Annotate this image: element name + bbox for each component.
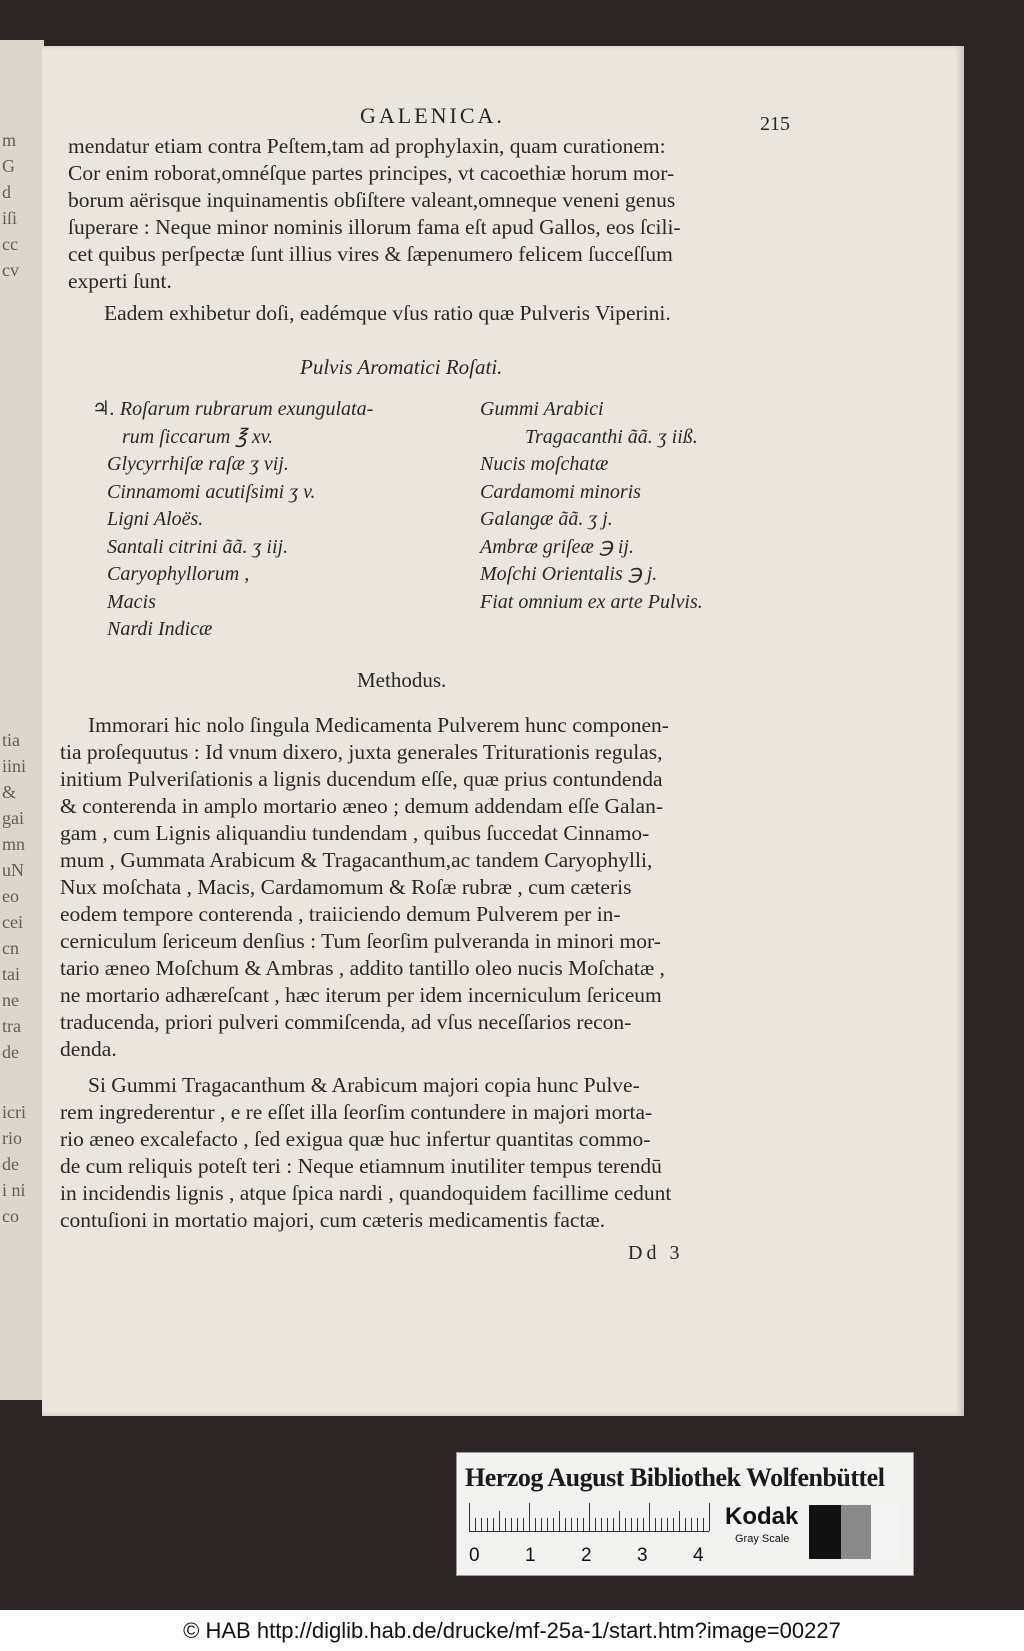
previous-page-fragment: tia: [2, 730, 20, 750]
ruler-tick: [553, 1518, 554, 1531]
ruler-tick: [667, 1518, 668, 1531]
ruler-tick: [661, 1518, 662, 1531]
recipe-right-column: Gummi Arabici Tragacanthi ãã. ʒ iiß. Nucis moſchatæ Cardamomi minoris Galangæ ãã. ʒ j. Ambræ griſeæ ℈ ij. Moſchi Orientalis ℈ j. Fiat omnium ex arte Pulvis.: [480, 398, 703, 613]
ruler-tick: [511, 1518, 512, 1531]
paragraph-1: mendatur etiam contra Peſtem,tam ad prophylaxin, quam curationem: Cor enim roborat,omnéſque partes principes, vt cacoethiæ horum mor- borum aërisque inquinamentis obſiſtere valeant,omneque veneni genus ſuperare : Neque minor nominis illorum fama eſt apud Gallos, eos ſcili- cet quibus perſpectæ ſunt illius vires & ſæpenumero felicem ſucceſſum experti ſunt.: [68, 134, 681, 293]
paragraph-2: Eadem exhibetur doſi, eadémque vſus ratio quæ Pulveris Viperini.: [104, 301, 671, 325]
library-label: [456, 1452, 914, 1576]
ruler-tick: [637, 1518, 638, 1531]
footer-bar: [0, 1610, 1024, 1651]
ruler: [469, 1503, 709, 1532]
ruler-tick: [469, 1503, 470, 1531]
kodak-logo: Kodak: [725, 1503, 799, 1530]
ruler-tick: [481, 1518, 482, 1531]
ruler-tick: [631, 1518, 632, 1531]
signature-mark: Dd 3: [628, 1242, 684, 1264]
ruler-tick: [559, 1511, 560, 1531]
gray-swatch-mid: [841, 1505, 871, 1559]
previous-page-fragment: uN: [2, 860, 24, 880]
ruler-tick: [607, 1518, 608, 1531]
methodus-heading: Methodus.: [357, 668, 447, 692]
ruler-number: 1: [525, 1545, 536, 1566]
ruler-tick: [499, 1511, 500, 1531]
ruler-number: 3: [637, 1545, 648, 1566]
page-number: 215: [760, 113, 790, 135]
previous-page-edge: [0, 40, 44, 1400]
previous-page-fragment: eo: [2, 886, 19, 906]
previous-page-fragment: tai: [2, 964, 20, 984]
previous-page-fragment: iini: [2, 756, 27, 776]
previous-page-fragment: de: [2, 1042, 19, 1062]
previous-page-fragment: mn: [2, 834, 26, 854]
ruler-tick: [655, 1518, 656, 1531]
previous-page-fragment: cei: [2, 912, 23, 932]
previous-page-fragment: &: [2, 782, 17, 802]
previous-page-fragment: cn: [2, 938, 19, 958]
ruler-tick: [535, 1518, 536, 1531]
previous-page-fragment: de: [2, 1154, 19, 1174]
previous-page-fragment: co: [2, 1206, 19, 1226]
previous-page-fragment: cc: [2, 234, 18, 254]
ruler-tick: [505, 1518, 506, 1531]
ruler-tick: [709, 1503, 710, 1531]
previous-page-fragment: m: [2, 130, 17, 150]
previous-page-fragment: icri: [2, 1102, 26, 1122]
running-header: GALENICA.: [360, 103, 505, 128]
ruler-tick: [601, 1518, 602, 1531]
gray-swatch-white: [871, 1505, 901, 1559]
ruler-tick: [649, 1503, 650, 1531]
ruler-tick: [613, 1518, 614, 1531]
previous-page-fragment: iſi: [2, 208, 18, 228]
previous-page-fragment: cv: [2, 260, 19, 280]
ruler-tick: [673, 1518, 674, 1531]
ruler-number: 2: [581, 1545, 592, 1566]
paragraph-3: Immorari hic nolo ſingula Medicamenta Pulverem hunc componen- tia proſequutus : Id vnum dixero, juxta generales Triturationis regulas, initium Pulveriſationis a lignis ducendum eſſe, quæ prius contundenda & conterenda in amplo mortario æneo ; demum addendam eſſe Galan- gam , cum Lignis aliquandiu tundendam , quibus ſuccedat Cinnamo- mum , Gummata Arabicum & Tragacanthum,ac tandem Caryophylli, Nux moſchata , Macis, Cardamomum & Roſæ rubræ , cum cæteris eodem tempore conterenda , traiiciendo demum Pulverem per in- cerniculum ſericeum denſius : Tum ſeorſim pulveranda in minori mor- tario æneo Moſchum & Ambras , addito tantillo oleo nucis Moſchatæ , ne mortario adhæreſcant , hæc iterum per idem incerniculum ſericeum traducenda, priori pulveri commiſcenda, ad vſus neceſſarios recon- denda.: [60, 713, 669, 1061]
ruler-number: 4: [693, 1545, 704, 1566]
ruler-tick: [583, 1518, 584, 1531]
copyright-url[interactable]: © HAB http://diglib.hab.de/drucke/mf-25a-1/start.htm?image=00227: [183, 1618, 841, 1643]
ruler-tick: [703, 1518, 704, 1531]
ruler-tick: [487, 1518, 488, 1531]
ruler-tick: [625, 1518, 626, 1531]
ruler-tick: [595, 1518, 596, 1531]
ruler-tick: [565, 1518, 566, 1531]
ruler-tick: [643, 1518, 644, 1531]
recipe-left-column: ♃. Roſarum rubrarum exungulata- rum ſiccarum ℥ xv. Glycyrrhiſæ raſæ ʒ vij. Cinnamomi acutiſsimi ʒ v. Ligni Aloës. Santali citrini ãã. ʒ iij. Caryophyllorum , Macis Nardi Indicæ: [92, 398, 374, 640]
ruler-tick: [685, 1518, 686, 1531]
paragraph-4: Si Gummi Tragacanthum & Arabicum majori copia hunc Pulve- rem ingrederentur , e re eſſet illa ſeorſim contundere in majori morta- rio æneo excalefacto , ſed exigua quæ huc infertur quantitas commo- de cum reliquis poteſt teri : Neque etiamnum inutiliter tempus terendū in incidendis lignis , atque ſpica nardi , quandoquidem facillime cedunt contuſioni in mortatio majori, cum cæteris medicamentis factæ.: [60, 1073, 672, 1232]
ruler-tick: [589, 1503, 590, 1531]
gray-swatch-black: [809, 1505, 841, 1559]
ruler-tick: [547, 1518, 548, 1531]
ruler-tick: [493, 1518, 494, 1531]
ruler-tick: [619, 1511, 620, 1531]
ruler-tick: [523, 1518, 524, 1531]
library-label-title: Herzog August Bibliothek Wolfenbüttel: [465, 1463, 885, 1492]
previous-page-fragment: G: [2, 156, 15, 176]
previous-page-fragment: tra: [2, 1016, 21, 1036]
ruler-number: 0: [469, 1545, 480, 1566]
ruler-tick: [679, 1511, 680, 1531]
ruler-tick: [571, 1518, 572, 1531]
ruler-tick: [529, 1503, 530, 1531]
ruler-tick: [691, 1518, 692, 1531]
ruler-tick: [517, 1518, 518, 1531]
previous-page-fragment: d: [2, 182, 11, 202]
previous-page-fragment: gai: [2, 808, 24, 828]
previous-page-fragment: i ni: [2, 1180, 26, 1200]
gray-scale-caption: Gray Scale: [735, 1533, 790, 1545]
ruler-tick: [697, 1518, 698, 1531]
recipe-title: Pulvis Aromatici Roſati.: [300, 355, 503, 379]
ruler-tick: [475, 1518, 476, 1531]
previous-page-fragment: rio: [2, 1128, 22, 1148]
ruler-tick: [541, 1518, 542, 1531]
previous-page-fragment: ne: [2, 990, 19, 1010]
ruler-tick: [577, 1518, 578, 1531]
